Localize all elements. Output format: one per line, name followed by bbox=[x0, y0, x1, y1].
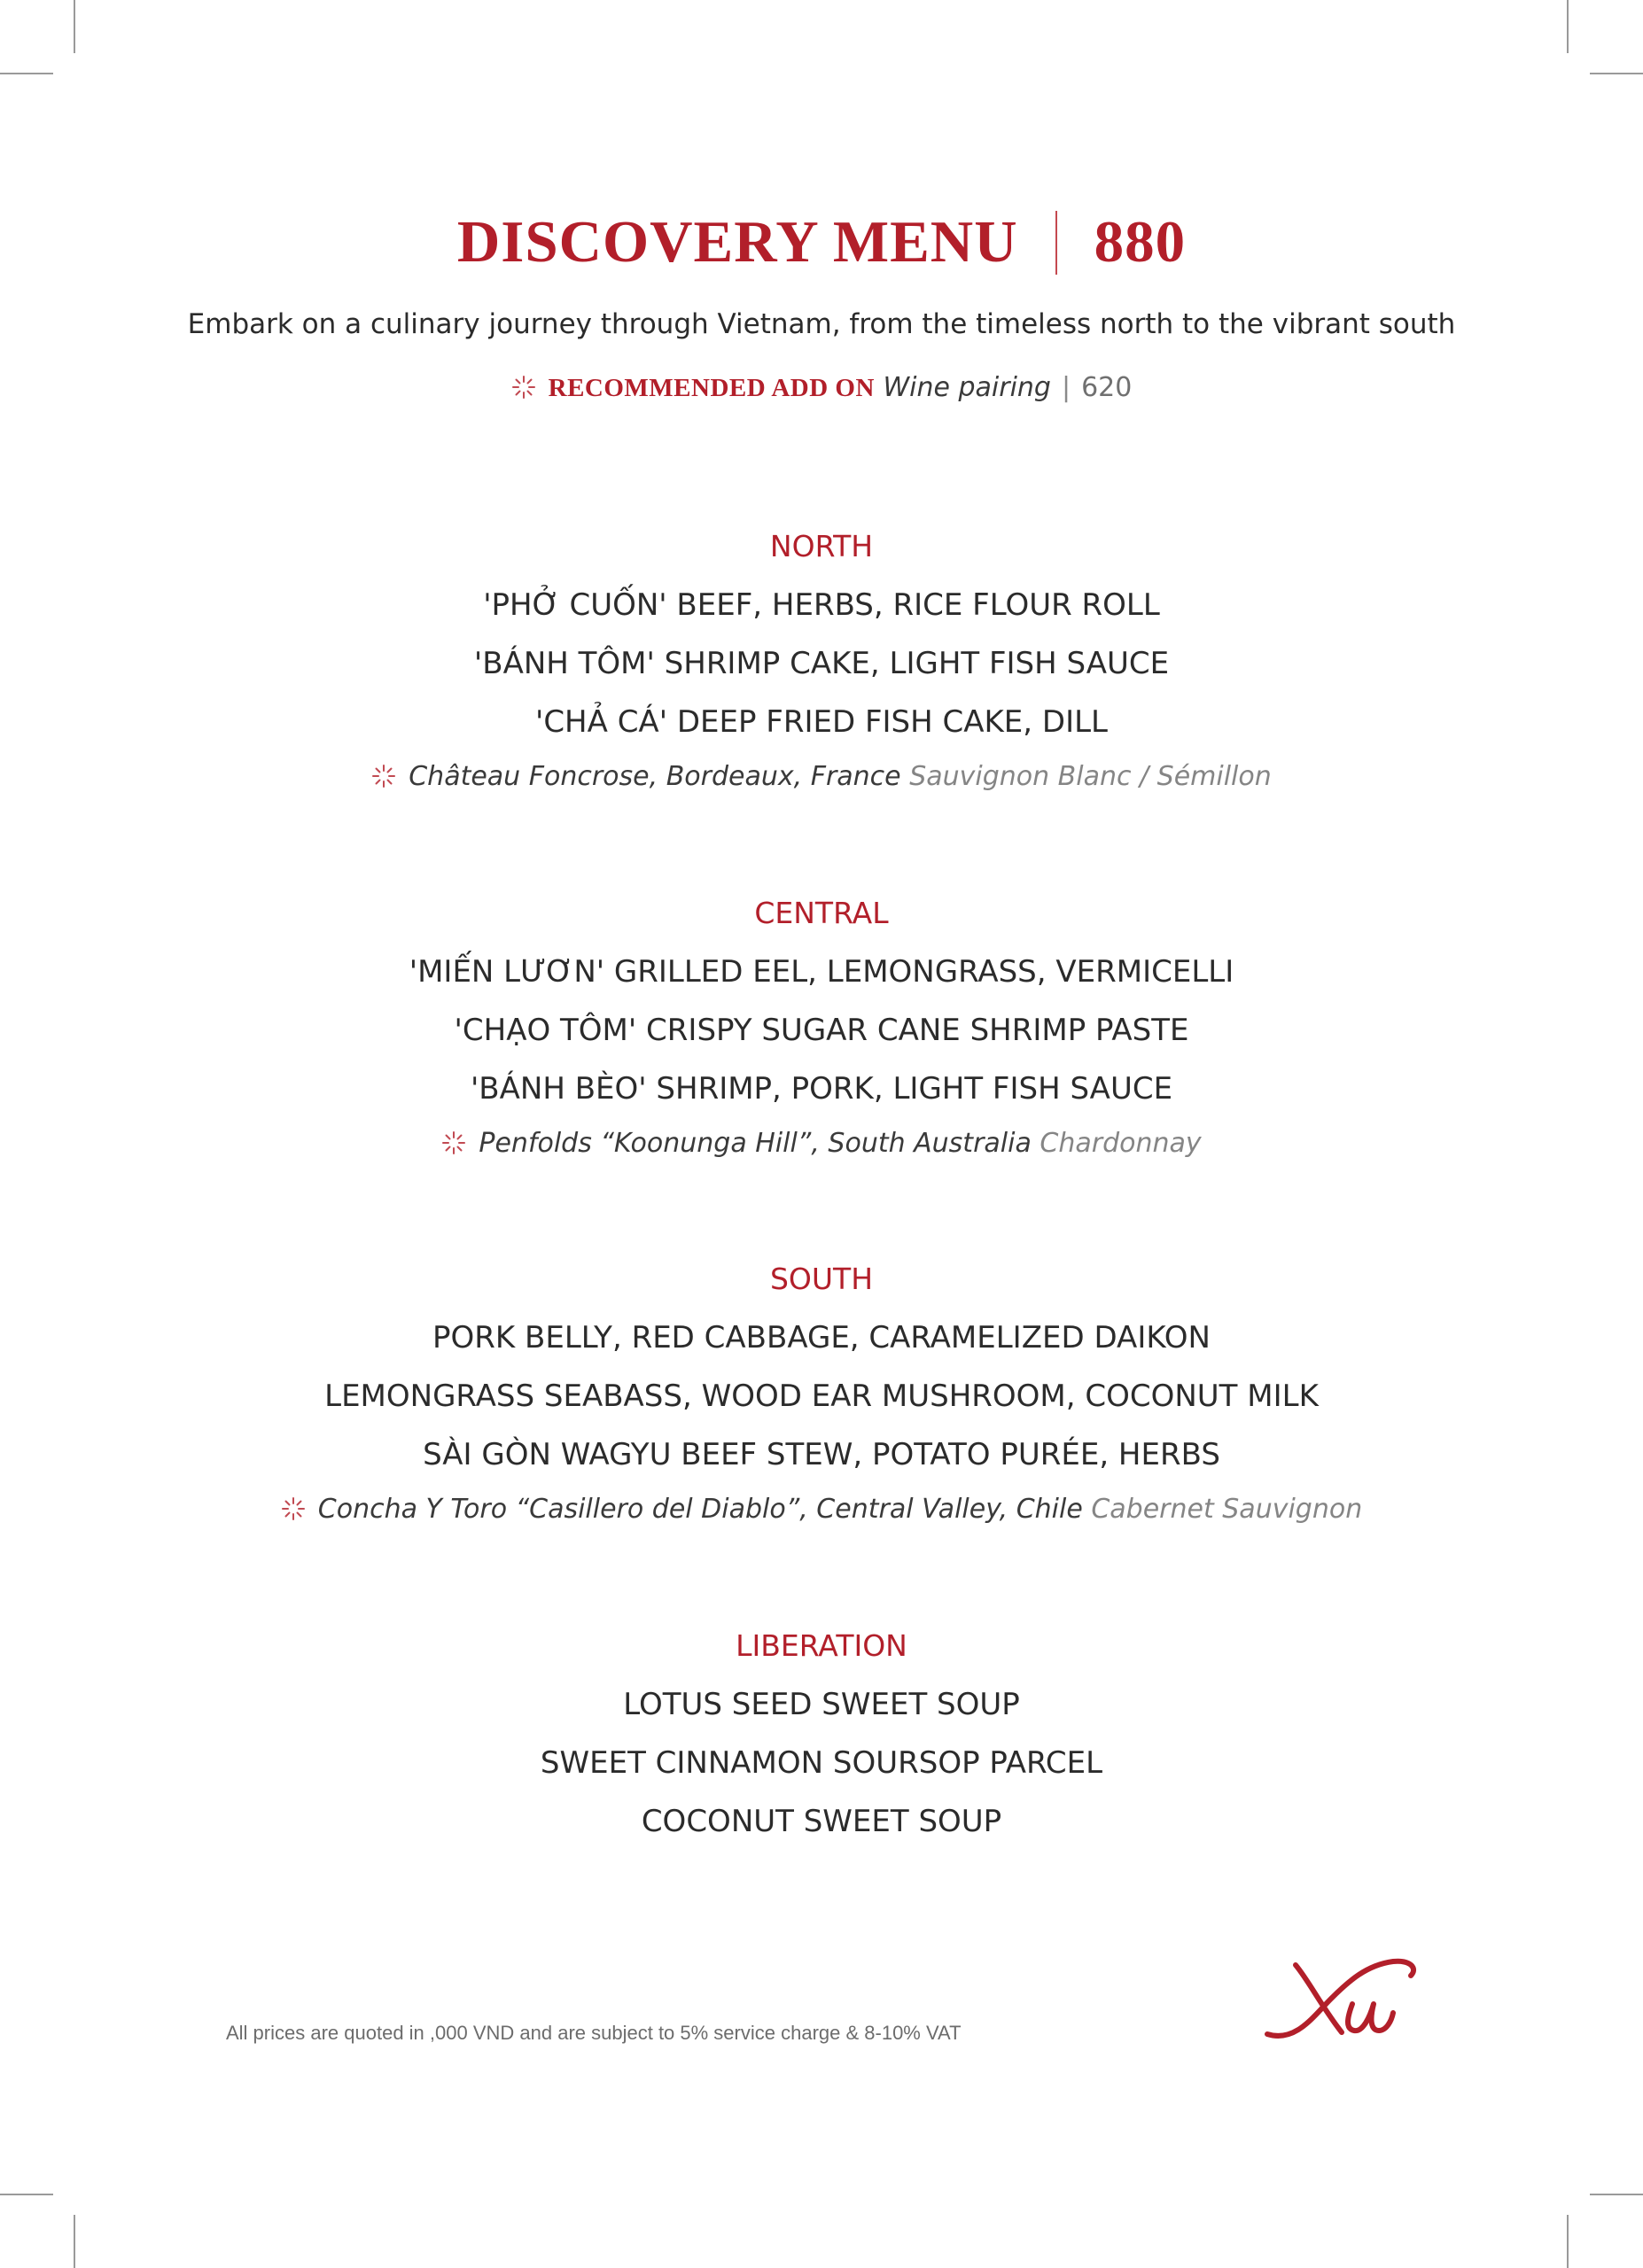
crop-mark-top-left bbox=[74, 0, 75, 53]
wine-pairing bbox=[0, 1494, 1643, 1525]
wine-grape: Cabernet Sauvignon bbox=[1091, 1494, 1363, 1525]
wine-name: Concha Y Toro “Casillero del Diablo”, Central Valley, Chile bbox=[317, 1494, 1083, 1525]
dish-item: 'MIẾN LƯƠN' GRILLED EEL, LEMONGRASS, VERMICELLI bbox=[409, 954, 1234, 990]
section-north bbox=[0, 527, 1643, 792]
crop-mark-bottom-left bbox=[74, 2215, 75, 2268]
crop-mark-bottom-right-h bbox=[1590, 2194, 1643, 2195]
wine-pairing bbox=[0, 761, 1643, 792]
wine-grape: Chardonnay bbox=[1040, 1128, 1202, 1159]
crop-mark-top-right bbox=[1567, 0, 1569, 53]
menu-subtitle: Embark on a culinary journey through Vietnam, from the timeless north to the vibrant south bbox=[187, 308, 1456, 340]
wine-pairing bbox=[0, 1128, 1643, 1159]
crop-mark-bottom-left-h bbox=[0, 2194, 53, 2195]
addon-separator: | bbox=[1061, 372, 1071, 403]
dish-item: COCONUT SWEET SOUP bbox=[641, 1804, 1002, 1839]
section-south bbox=[0, 1260, 1643, 1525]
section-title: SOUTH bbox=[769, 1262, 874, 1296]
dish-item: LOTUS SEED SWEET SOUP bbox=[623, 1687, 1020, 1722]
dish-item: LEMONGRASS SEABASS, WOOD EAR MUSHROOM, COCONUT MILK bbox=[324, 1379, 1319, 1414]
crop-mark-top-left-h bbox=[0, 73, 53, 74]
dish-item: 'BÁNH BÈO' SHRIMP, PORK, LIGHT FISH SAUCE bbox=[470, 1071, 1173, 1107]
addon-item: Wine pairing bbox=[883, 372, 1051, 403]
sparkle-icon bbox=[441, 1130, 466, 1155]
dish-item: 'CHẢ CÁ' DEEP FRIED FISH CAKE, DILL bbox=[534, 704, 1109, 740]
dish-item: PORK BELLY, RED CABBAGE, CARAMELIZED DAIKON bbox=[432, 1320, 1211, 1355]
section-title: LIBERATION bbox=[736, 1628, 907, 1663]
price-disclaimer: All prices are quoted in ,000 VND and are subject to 5% service charge & 8-10% VAT bbox=[226, 2022, 962, 2044]
section-title: NORTH bbox=[769, 529, 874, 563]
sparkle-icon bbox=[371, 764, 396, 788]
wine-name: Château Foncrose, Bordeaux, France bbox=[409, 761, 901, 792]
wine-name: Penfolds “Koonunga Hill”, South Australia bbox=[479, 1128, 1032, 1159]
xu-logo bbox=[1260, 1954, 1429, 2052]
addon-label: RECOMMENDED ADD ON bbox=[548, 374, 875, 402]
menu-title-text: DISCOVERY MENU bbox=[456, 209, 1018, 275]
section-title: CENTRAL bbox=[754, 896, 889, 930]
title-separator bbox=[1055, 211, 1057, 275]
dish-item: 'CHẠO TÔM' CRISPY SUGAR CANE SHRIMP PASTE bbox=[454, 1013, 1189, 1048]
sparkle-icon bbox=[511, 375, 536, 400]
addon-price: 620 bbox=[1081, 372, 1133, 403]
crop-mark-bottom-right bbox=[1567, 2215, 1569, 2268]
recommended-addon bbox=[0, 372, 1643, 403]
dish-item: SÀI GÒN WAGYU BEEF STEW, POTATO PURÉE, HERBS bbox=[423, 1437, 1220, 1472]
sparkle-icon bbox=[281, 1496, 306, 1521]
section-central bbox=[0, 894, 1643, 1159]
crop-mark-top-right-h bbox=[1590, 73, 1643, 74]
dish-item: 'BÁNH TÔM' SHRIMP CAKE, LIGHT FISH SAUCE bbox=[473, 646, 1170, 681]
menu-title bbox=[0, 202, 1643, 282]
menu-price: 880 bbox=[1094, 209, 1187, 275]
dish-item: SWEET CINNAMON SOURSOP PARCEL bbox=[540, 1745, 1103, 1781]
dish-item: 'PHỞ CUỐN' BEEF, HERBS, RICE FLOUR ROLL bbox=[483, 587, 1160, 623]
section-liberation bbox=[0, 1627, 1643, 1841]
wine-grape: Sauvignon Blanc / Sémillon bbox=[909, 761, 1272, 792]
